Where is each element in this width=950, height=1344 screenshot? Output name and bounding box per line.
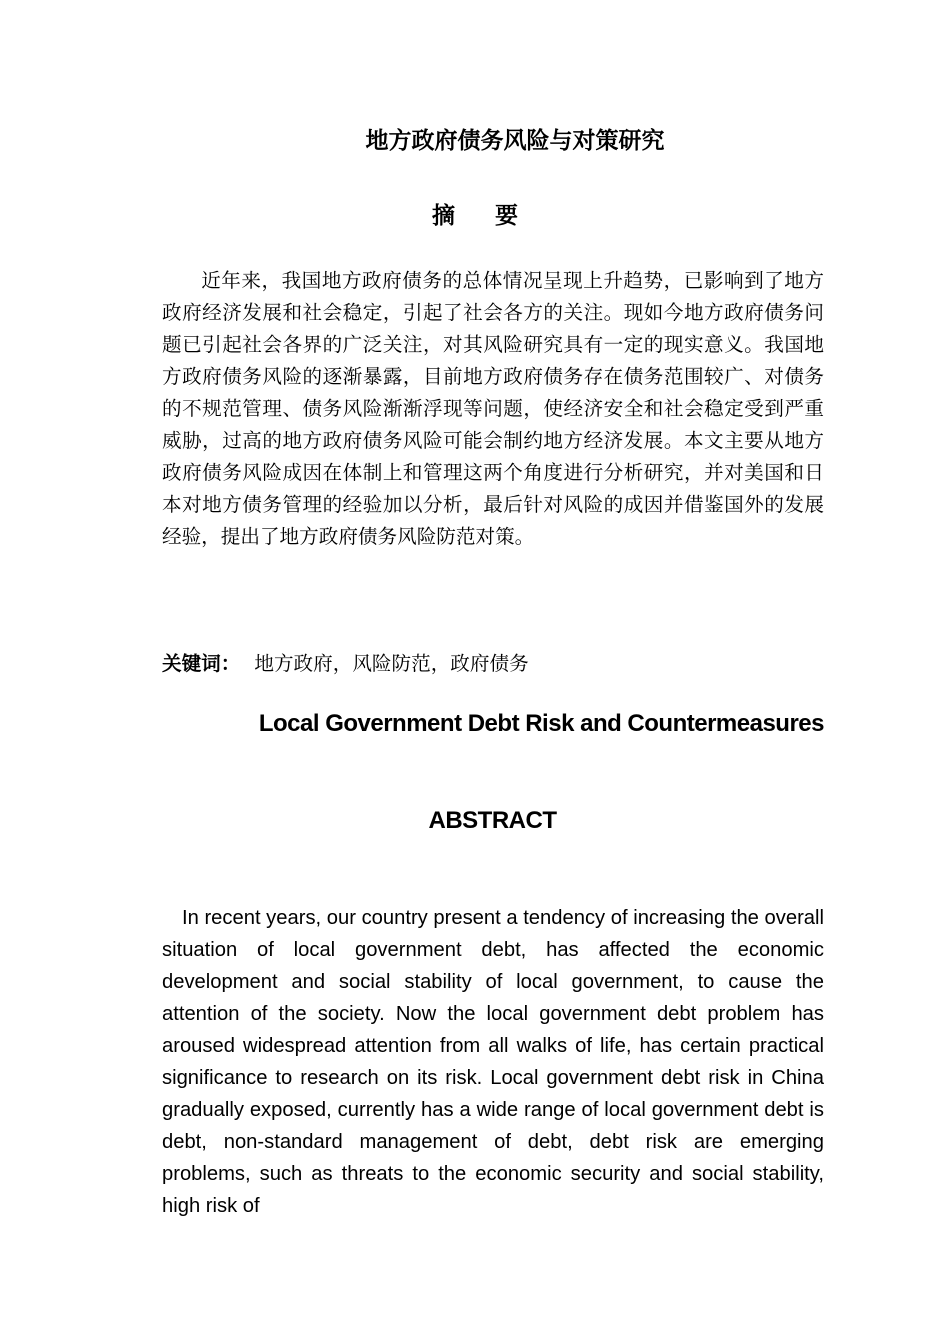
keywords-label: 关键词：: [162, 652, 241, 675]
english-title: Local Government Debt Risk and Countermeasures: [258, 710, 824, 737]
chinese-abstract-body: 近年来，我国地方政府债务的总体情况呈现上升趋势，已影响到了地方政府经济发展和社会稳定，引起了社会各方的关注。现如今地方政府债务问题已引起社会各界的广泛关注，对其风险研究具有一定的现实意义。我国地方政府债务风险的逐渐暴露，目前地方政府债务存在债务范围较广、对债务的不规范管理、债务风险渐渐浮现等问题，使经济安全和社会稳定受到严重威胁，过高的地方政府债务风险可能会制约地方经济发展。本文主要从地方政府债务风险成因在体制上和管理这两个角度进行分析研究，并对美国和日本对地方债务管理的经验加以分析，最后针对风险的成因并借鉴国外的发展经验，提出了地方政府债务风险防范对策。: [162, 269, 824, 548]
keywords-line: [162, 648, 824, 681]
english-abstract-heading: ABSTRACT: [428, 807, 557, 834]
chinese-title: 地方政府债务风险与对策研究: [365, 128, 665, 154]
english-abstract-body: In recent years, our country present a tendency of increasing the overall situation of local government debt, has affected the economic development and social stability of local government, to cause the attention of the society. Now the local government debt problem has aroused widespread attention from all walks of life, has certain practical significance to research on its risk. Local government debt risk in China gradually exposed, currently has a wide range of local government debt is debt, non-standard management of debt, debt risk are emerging problems, such as threats to the economic security and social stability, high risk of: [162, 907, 824, 1217]
keywords-values: 地方政府，风险防范，政府债务: [254, 652, 529, 675]
chinese-abstract-heading: 摘要: [432, 203, 558, 229]
